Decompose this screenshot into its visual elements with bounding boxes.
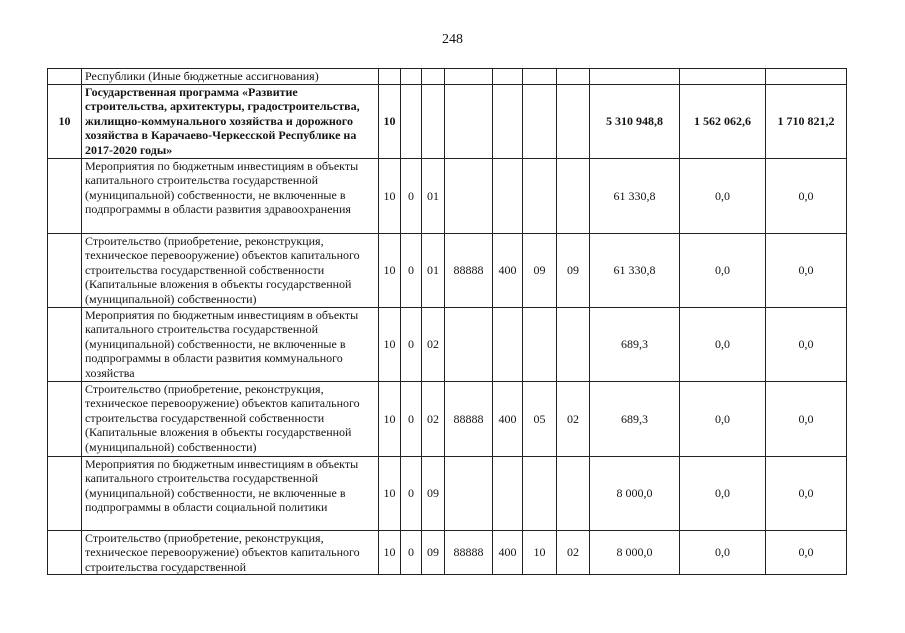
code-subsection: 09 xyxy=(557,233,590,307)
table-row xyxy=(48,69,847,85)
page-number: 248 xyxy=(442,32,463,47)
amount-year-1 xyxy=(590,69,680,85)
code-subprogram: 0 xyxy=(401,158,422,233)
code-program: 10 xyxy=(379,84,401,158)
amount-year-2: 0,0 xyxy=(680,307,766,381)
table-row xyxy=(48,84,847,158)
row-description: Республики (Иные бюджетные ассигнования) xyxy=(82,69,379,85)
code-subprogram: 0 xyxy=(401,307,422,381)
code-subsection xyxy=(557,456,590,530)
code-program: 10 xyxy=(379,158,401,233)
code-subprogram xyxy=(401,69,422,85)
table-row xyxy=(48,381,847,456)
code-program xyxy=(379,69,401,85)
code-program: 10 xyxy=(379,530,401,575)
amount-year-2: 0,0 xyxy=(680,233,766,307)
amount-year-2: 0,0 xyxy=(680,456,766,530)
table-row xyxy=(48,530,847,575)
amount-year-3: 0,0 xyxy=(766,307,847,381)
code-subsection xyxy=(557,69,590,85)
code-target xyxy=(445,307,493,381)
code-target xyxy=(445,456,493,530)
table-row xyxy=(48,456,847,530)
row-description: Строительство (приобретение, реконструкция, техническое перевооружение) объектов капитального строительства государственной xyxy=(82,530,379,575)
row-number xyxy=(48,381,82,456)
code-subsection: 02 xyxy=(557,381,590,456)
code-expense-type xyxy=(493,456,523,530)
amount-year-2: 0,0 xyxy=(680,381,766,456)
row-number xyxy=(48,530,82,575)
code-program: 10 xyxy=(379,381,401,456)
code-target: 88888 xyxy=(445,530,493,575)
code-direction: 01 xyxy=(422,158,445,233)
row-description: Мероприятия по бюджетным инвестициям в объекты капитального строительства государственной (муниципальной) собственности, не включенные в подпрограммы в области социальной политики xyxy=(82,456,379,530)
code-direction: 02 xyxy=(422,381,445,456)
amount-year-1: 8 000,0 xyxy=(590,530,680,575)
code-target xyxy=(445,84,493,158)
code-direction: 02 xyxy=(422,307,445,381)
amount-year-1: 61 330,8 xyxy=(590,158,680,233)
amount-year-2 xyxy=(680,69,766,85)
row-number xyxy=(48,307,82,381)
row-number xyxy=(48,456,82,530)
code-target: 88888 xyxy=(445,233,493,307)
code-subprogram: 0 xyxy=(401,233,422,307)
code-subsection xyxy=(557,158,590,233)
code-direction: 09 xyxy=(422,530,445,575)
code-expense-type xyxy=(493,69,523,85)
code-program: 10 xyxy=(379,456,401,530)
code-expense-type: 400 xyxy=(493,381,523,456)
row-description: Мероприятия по бюджетным инвестициям в объекты капитального строительства государственной (муниципальной) собственности, не включенные в подпрограммы в области развития коммунального хозяйства xyxy=(82,307,379,381)
code-target: 88888 xyxy=(445,381,493,456)
code-direction: 09 xyxy=(422,456,445,530)
table-row xyxy=(48,307,847,381)
amount-year-2: 1 562 062,6 xyxy=(680,84,766,158)
code-section xyxy=(523,69,557,85)
code-section xyxy=(523,84,557,158)
code-target xyxy=(445,69,493,85)
amount-year-1: 689,3 xyxy=(590,307,680,381)
code-direction: 01 xyxy=(422,233,445,307)
code-section: 10 xyxy=(523,530,557,575)
code-program: 10 xyxy=(379,233,401,307)
table-row xyxy=(48,233,847,307)
code-expense-type xyxy=(493,84,523,158)
code-subprogram: 0 xyxy=(401,530,422,575)
code-subprogram: 0 xyxy=(401,456,422,530)
code-expense-type: 400 xyxy=(493,530,523,575)
amount-year-1: 61 330,8 xyxy=(590,233,680,307)
row-description: Государственная программа «Развитие строительства, архитектуры, градостроительства, жилищно-коммунального хозяйства и дорожного хозяйства в Карачаево-Черкесской Республике на 2017-2020 годы» xyxy=(82,84,379,158)
amount-year-1: 5 310 948,8 xyxy=(590,84,680,158)
budget-table xyxy=(47,68,847,575)
code-subprogram: 0 xyxy=(401,381,422,456)
code-subsection: 02 xyxy=(557,530,590,575)
code-direction xyxy=(422,84,445,158)
code-program: 10 xyxy=(379,307,401,381)
amount-year-3: 1 710 821,2 xyxy=(766,84,847,158)
code-section xyxy=(523,307,557,381)
code-direction xyxy=(422,69,445,85)
row-number xyxy=(48,233,82,307)
code-target xyxy=(445,158,493,233)
table-row xyxy=(48,158,847,233)
amount-year-1: 689,3 xyxy=(590,381,680,456)
row-description: Строительство (приобретение, реконструкция, техническое перевооружение) объектов капитального строительства государственной собственности (Капитальные вложения в объекты государственной (муниципальной) собственности) xyxy=(82,381,379,456)
amount-year-3: 0,0 xyxy=(766,158,847,233)
amount-year-3 xyxy=(766,69,847,85)
amount-year-3: 0,0 xyxy=(766,456,847,530)
row-number xyxy=(48,158,82,233)
code-subsection xyxy=(557,307,590,381)
code-expense-type xyxy=(493,158,523,233)
amount-year-2: 0,0 xyxy=(680,530,766,575)
row-description: Строительство (приобретение, реконструкция, техническое перевооружение) объектов капитального строительства государственной собственности (Капитальные вложения в объекты государственной (муниципальной) собственности) xyxy=(82,233,379,307)
amount-year-3: 0,0 xyxy=(766,233,847,307)
amount-year-1: 8 000,0 xyxy=(590,456,680,530)
code-section xyxy=(523,456,557,530)
row-number xyxy=(48,69,82,85)
code-section: 05 xyxy=(523,381,557,456)
row-description: Мероприятия по бюджетным инвестициям в объекты капитального строительства государственной (муниципальной) собственности, не включенные в подпрограммы в области развития здравоохранения xyxy=(82,158,379,233)
amount-year-2: 0,0 xyxy=(680,158,766,233)
code-section: 09 xyxy=(523,233,557,307)
amount-year-3: 0,0 xyxy=(766,530,847,575)
row-number: 10 xyxy=(48,84,82,158)
code-section xyxy=(523,158,557,233)
code-expense-type: 400 xyxy=(493,233,523,307)
code-subsection xyxy=(557,84,590,158)
code-expense-type xyxy=(493,307,523,381)
code-subprogram xyxy=(401,84,422,158)
amount-year-3: 0,0 xyxy=(766,381,847,456)
